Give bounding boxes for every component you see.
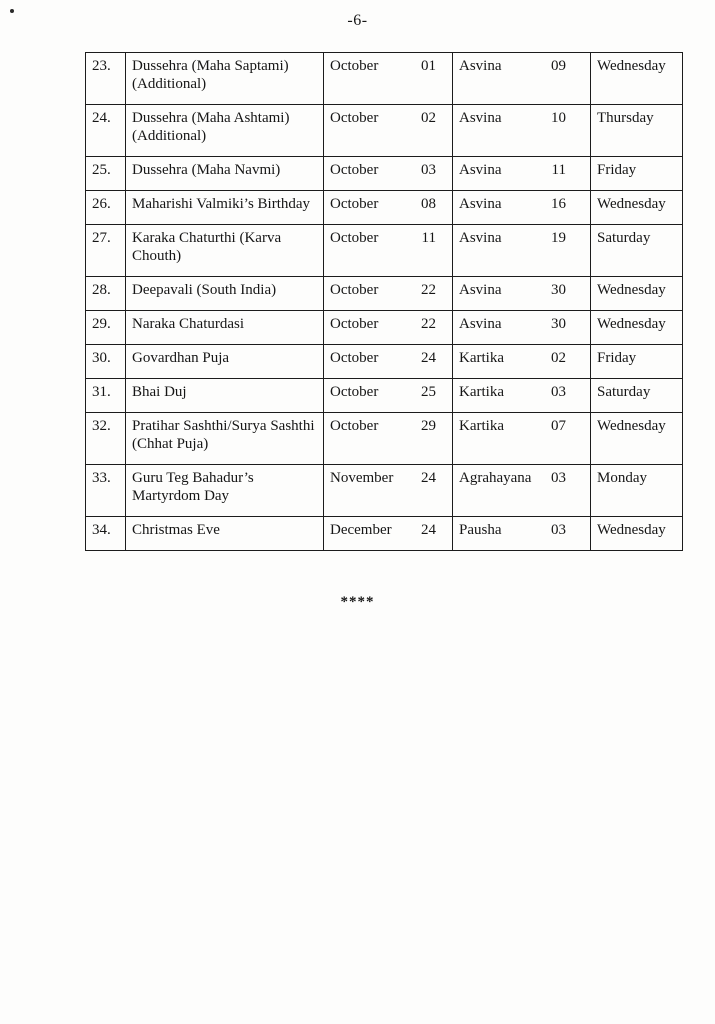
saka-date-cell (453, 191, 591, 225)
saka-day: 09 (551, 58, 566, 74)
saka-day: 03 (551, 470, 566, 486)
saka-month: Agrahayana (459, 470, 532, 486)
gregorian-day: 22 (421, 316, 436, 332)
saka-date (459, 383, 584, 401)
saka-date (459, 109, 584, 127)
weekday-cell: Wednesday (591, 277, 683, 311)
saka-day: 10 (551, 110, 566, 126)
gregorian-date-cell (324, 413, 453, 465)
saka-date-cell (453, 157, 591, 191)
saka-date-cell (453, 345, 591, 379)
gregorian-date-cell (324, 311, 453, 345)
gregorian-month: October (330, 316, 379, 332)
weekday-cell: Saturday (591, 225, 683, 277)
gregorian-month: October (330, 196, 379, 212)
end-of-document-marker: **** (340, 594, 375, 610)
gregorian-month: October (330, 162, 379, 178)
serial-cell: 32. (86, 413, 126, 465)
saka-month: Asvina (459, 110, 502, 126)
saka-date-cell (453, 225, 591, 277)
saka-month: Kartika (459, 350, 504, 366)
gregorian-date-cell (324, 53, 453, 105)
saka-month: Asvina (459, 230, 502, 246)
holiday-name-cell: Maharishi Valmiki’s Birthday (126, 191, 324, 225)
saka-month: Asvina (459, 282, 502, 298)
serial-cell: 29. (86, 311, 126, 345)
gregorian-date-cell (324, 465, 453, 517)
table-row (86, 277, 683, 311)
gregorian-date (330, 349, 446, 367)
holiday-name-cell: Deepavali (South India) (126, 277, 324, 311)
gregorian-day: 24 (421, 470, 436, 486)
saka-date (459, 281, 584, 299)
gregorian-date-cell (324, 225, 453, 277)
gregorian-day: 22 (421, 282, 436, 298)
table-row (86, 379, 683, 413)
holiday-name-cell: Naraka Chaturdasi (126, 311, 324, 345)
gregorian-date-cell (324, 191, 453, 225)
gregorian-date (330, 195, 446, 213)
weekday-cell: Wednesday (591, 517, 683, 551)
saka-day: 30 (551, 282, 566, 298)
page-number: -6- (347, 12, 368, 29)
gregorian-month: October (330, 58, 379, 74)
saka-month: Kartika (459, 418, 504, 434)
weekday-cell: Friday (591, 345, 683, 379)
table-row (86, 225, 683, 277)
serial-cell: 25. (86, 157, 126, 191)
serial-cell: 30. (86, 345, 126, 379)
saka-date-cell (453, 311, 591, 345)
saka-date-cell (453, 465, 591, 517)
serial-cell: 28. (86, 277, 126, 311)
holiday-table (85, 52, 683, 551)
gregorian-month: October (330, 282, 379, 298)
saka-date (459, 521, 584, 539)
serial-cell: 27. (86, 225, 126, 277)
saka-date-cell (453, 105, 591, 157)
gregorian-month: October (330, 110, 379, 126)
holiday-name-cell: Dussehra (Maha Navmi) (126, 157, 324, 191)
gregorian-date-cell (324, 345, 453, 379)
table-row (86, 517, 683, 551)
gregorian-date (330, 57, 446, 75)
serial-cell: 24. (86, 105, 126, 157)
holiday-name-cell: Bhai Duj (126, 379, 324, 413)
saka-day: 11 (551, 162, 566, 178)
gregorian-day: 29 (421, 418, 436, 434)
gregorian-date-cell (324, 277, 453, 311)
saka-month: Asvina (459, 196, 502, 212)
table-row (86, 105, 683, 157)
saka-date (459, 229, 584, 247)
saka-date (459, 315, 584, 333)
saka-month: Asvina (459, 58, 502, 74)
gregorian-date (330, 229, 446, 247)
saka-day: 30 (551, 316, 566, 332)
weekday-cell: Saturday (591, 379, 683, 413)
gregorian-day: 03 (421, 162, 436, 178)
saka-date-cell (453, 413, 591, 465)
weekday-cell: Wednesday (591, 413, 683, 465)
gregorian-date (330, 521, 446, 539)
table-row (86, 345, 683, 379)
gregorian-month: November (330, 470, 394, 486)
saka-month: Kartika (459, 384, 504, 400)
table-row (86, 53, 683, 105)
gregorian-date (330, 109, 446, 127)
serial-cell: 31. (86, 379, 126, 413)
table-row (86, 157, 683, 191)
saka-date (459, 417, 584, 435)
saka-day: 19 (551, 230, 566, 246)
weekday-cell: Wednesday (591, 191, 683, 225)
saka-date-cell (453, 517, 591, 551)
table-row (86, 465, 683, 517)
saka-day: 02 (551, 350, 566, 366)
table-row (86, 311, 683, 345)
gregorian-date (330, 281, 446, 299)
gregorian-month: October (330, 418, 379, 434)
weekday-cell: Thursday (591, 105, 683, 157)
serial-cell: 33. (86, 465, 126, 517)
gregorian-day: 08 (421, 196, 436, 212)
table-row (86, 191, 683, 225)
gregorian-date (330, 161, 446, 179)
gregorian-day: 24 (421, 350, 436, 366)
gregorian-day: 25 (421, 384, 436, 400)
serial-cell: 26. (86, 191, 126, 225)
gregorian-date (330, 469, 446, 487)
saka-date-cell (453, 277, 591, 311)
holiday-name-cell: Christmas Eve (126, 517, 324, 551)
gregorian-date-cell (324, 517, 453, 551)
holiday-name-cell: Dussehra (Maha Saptami) (Additional) (126, 53, 324, 105)
saka-day: 03 (551, 522, 566, 538)
saka-date-cell (453, 53, 591, 105)
holiday-name-cell: Guru Teg Bahadur’s Martyrdom Day (126, 465, 324, 517)
saka-date (459, 195, 584, 213)
gregorian-date (330, 315, 446, 333)
gregorian-month: October (330, 350, 379, 366)
saka-month: Asvina (459, 316, 502, 332)
gregorian-date-cell (324, 379, 453, 413)
saka-day: 16 (551, 196, 566, 212)
gregorian-date (330, 417, 446, 435)
saka-month: Asvina (459, 162, 502, 178)
saka-date (459, 469, 584, 487)
weekday-cell: Friday (591, 157, 683, 191)
gregorian-month: October (330, 384, 379, 400)
gregorian-day: 02 (421, 110, 436, 126)
saka-date (459, 349, 584, 367)
saka-date (459, 57, 584, 75)
saka-date (459, 161, 584, 179)
gregorian-day: 01 (421, 58, 436, 74)
gregorian-month: December (330, 522, 392, 538)
saka-date-cell (453, 379, 591, 413)
gregorian-date-cell (324, 157, 453, 191)
saka-month: Pausha (459, 522, 502, 538)
weekday-cell: Wednesday (591, 53, 683, 105)
serial-cell: 23. (86, 53, 126, 105)
holiday-table-body (86, 53, 683, 551)
table-row (86, 413, 683, 465)
serial-cell: 34. (86, 517, 126, 551)
gregorian-date-cell (324, 105, 453, 157)
gregorian-day: 24 (421, 522, 436, 538)
holiday-name-cell: Pratihar Sashthi/Surya Sashthi (Chhat Puja) (126, 413, 324, 465)
gregorian-date (330, 383, 446, 401)
saka-day: 07 (551, 418, 566, 434)
weekday-cell: Monday (591, 465, 683, 517)
weekday-cell: Wednesday (591, 311, 683, 345)
holiday-name-cell: Govardhan Puja (126, 345, 324, 379)
gregorian-day: 11 (421, 230, 436, 246)
gregorian-month: October (330, 230, 379, 246)
saka-day: 03 (551, 384, 566, 400)
holiday-name-cell: Karaka Chaturthi (Karva Chouth) (126, 225, 324, 277)
holiday-name-cell: Dussehra (Maha Ashtami) (Additional) (126, 105, 324, 157)
